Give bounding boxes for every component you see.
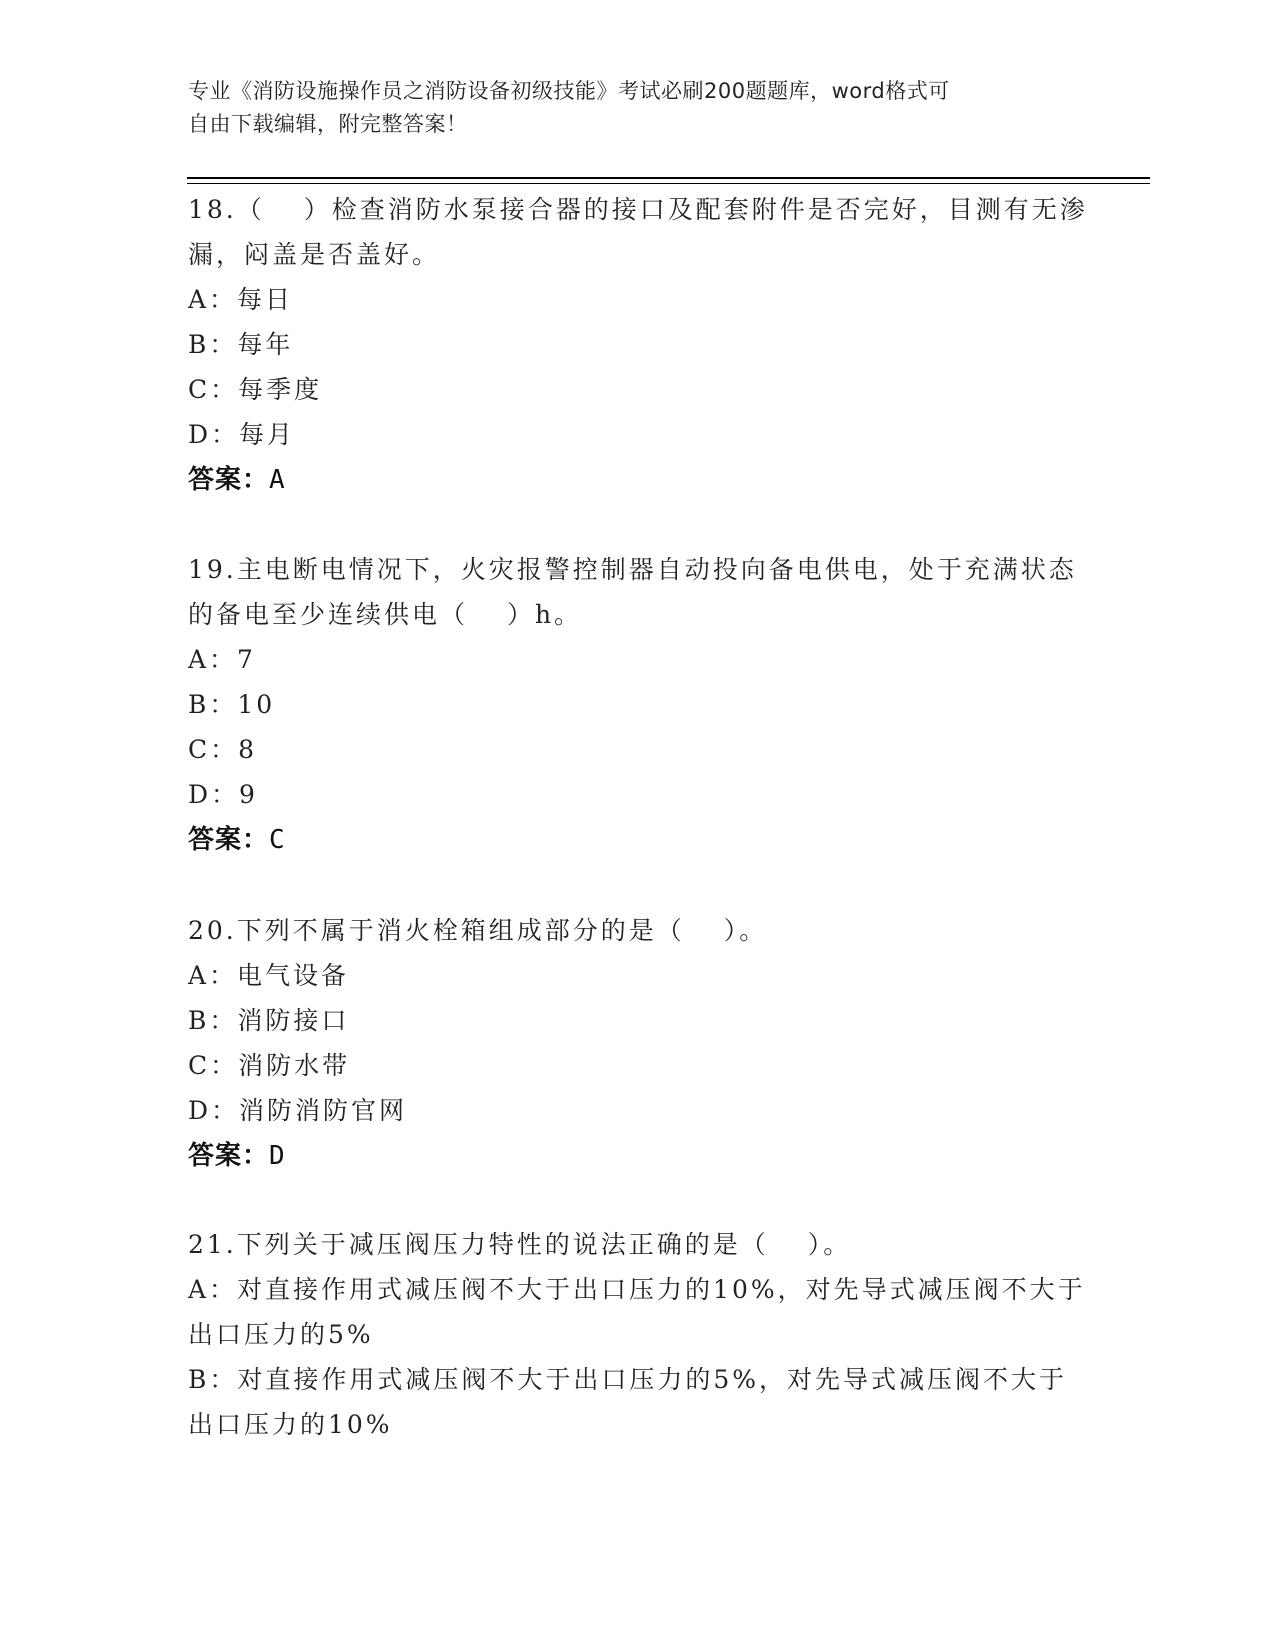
option-b: B：10 bbox=[188, 690, 276, 719]
option-a: A：电气设备 bbox=[188, 961, 350, 990]
question-21 bbox=[188, 1222, 1088, 1447]
answer-label: 答案： bbox=[188, 1141, 270, 1171]
option-c: C：消防水带 bbox=[188, 1051, 351, 1080]
header-line-2: 自由下载编辑，附完整答案！ bbox=[188, 112, 468, 136]
option-c: C：8 bbox=[188, 735, 258, 764]
question-stem: 21.下列关于减压阀压力特性的说法正确的是（ ）。 bbox=[188, 1230, 852, 1259]
question-stem: 18.（ ）检查消防水泵接合器的接口及配套附件是否完好，目测有无渗漏，闷盖是否盖好。 bbox=[188, 195, 1088, 269]
answer-line bbox=[188, 817, 1088, 863]
question-stem: 19.主电断电情况下，火灾报警控制器自动投向备电供电，处于充满状态的备电至少连续供电（ ）h。 bbox=[188, 555, 1077, 629]
option-b: B：每年 bbox=[188, 330, 294, 359]
option-b: B：对直接作用式减压阀不大于出口压力的5%，对先导式减压阀不大于出口压力的10% bbox=[188, 1365, 1068, 1439]
header-line-1: 专业《消防设施操作员之消防设备初级技能》考试必刷200题题库，word格式可 bbox=[188, 79, 950, 103]
option-a: A：7 bbox=[188, 645, 256, 674]
answer-label: 答案： bbox=[188, 825, 270, 855]
option-d: D：9 bbox=[188, 780, 258, 809]
option-b: B：消防接口 bbox=[188, 1006, 350, 1035]
question-stem: 20.下列不属于消火栓箱组成部分的是（ ）。 bbox=[188, 916, 768, 945]
answer-value: A bbox=[269, 465, 286, 495]
option-c: C：每季度 bbox=[188, 375, 323, 404]
header-divider-thick bbox=[187, 177, 1150, 179]
answer-value: C bbox=[269, 825, 286, 855]
answer-label: 答案： bbox=[188, 465, 270, 495]
option-d: D：消防消防官网 bbox=[188, 1096, 408, 1125]
option-a: A：每日 bbox=[188, 285, 294, 314]
option-a: A：对直接作用式减压阀不大于出口压力的10%，对先导式减压阀不大于出口压力的5% bbox=[188, 1275, 1086, 1349]
question-18 bbox=[188, 187, 1088, 503]
document-header bbox=[188, 75, 1068, 141]
answer-line bbox=[188, 1133, 1088, 1179]
answer-line bbox=[188, 457, 1088, 503]
option-d: D：每月 bbox=[188, 420, 296, 449]
question-20 bbox=[188, 908, 1088, 1179]
header-divider-thin bbox=[187, 183, 1150, 184]
answer-value: D bbox=[269, 1141, 286, 1171]
question-19 bbox=[188, 547, 1088, 863]
